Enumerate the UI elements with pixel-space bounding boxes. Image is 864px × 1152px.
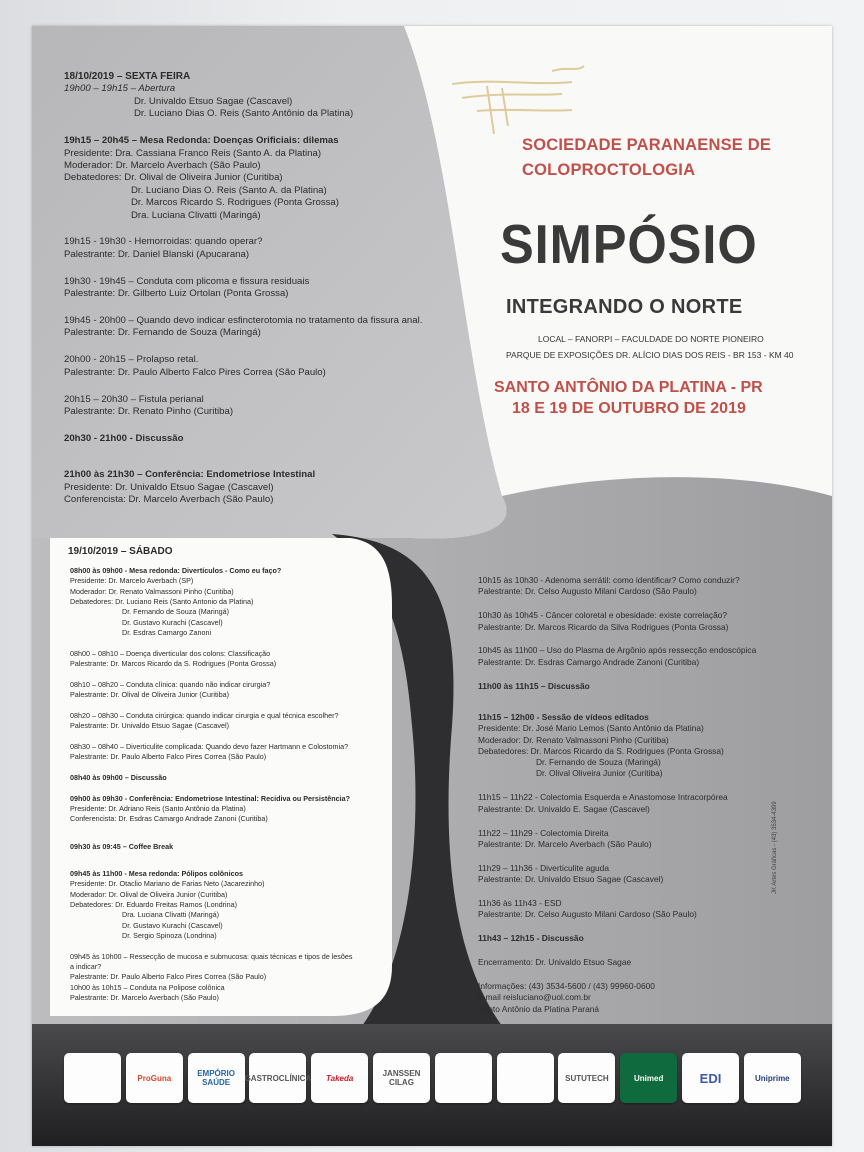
saturday-line: Dr. Sergio Spinoza (Londrina) <box>122 930 217 940</box>
friday-line: Debatedores: Dr. Olival de Oliveira Junior (Curitiba) <box>64 172 283 184</box>
saturday-line: Palestrante: Dr. Marcos Ricardo da S. Rodrigues (Ponta Grossa) <box>70 658 277 668</box>
event-place: SANTO ANTÔNIO DA PLATINA - PR <box>494 379 763 396</box>
right-column-line: 10h15 às 10h30 - Adenoma serrátil: como identificar? Como conduzir? <box>478 575 740 585</box>
venue-line-1: LOCAL – FANORPI – FACULDADE DO NORTE PIONEIRO <box>538 334 764 344</box>
saturday-line: 08h00 – 08h10 – Doença diverticular dos colons: Classificação <box>70 648 271 658</box>
sponsor-logos <box>64 1050 824 1118</box>
friday-line: Presidente: Dra. Cassiana Franco Reis (Santo A. da Platina) <box>64 147 322 159</box>
saturday-line: Dr. Gustavo Kurachi (Cascavel) <box>122 920 223 930</box>
sponsor-logo <box>64 1053 121 1103</box>
saturday-line: Presidente: Dr. Otaclio Mariano de Farias Neto (Jacarezinho) <box>70 879 265 889</box>
friday-line: Palestrante: Dr. Daniel Blanski (Apucarana) <box>64 248 250 260</box>
sponsor-logo <box>497 1053 554 1103</box>
saturday-line: Palestrante: Dr. Paulo Alberto Falco Pires Correa (São Paulo) <box>70 972 267 982</box>
venue-line-2: PARQUE DE EXPOSIÇÕES DR. ALÍCIO DIAS DOS REIS - BR 153 - KM 40 <box>506 350 794 360</box>
right-column-line: e-mail reisluciano@uol.com.br <box>478 992 591 1003</box>
friday-line: Dr. Univaldo Etsuo Sagae (Cascavel) <box>134 95 293 107</box>
saturday-line: Debatedores: Dr. Luciano Reis (Santo Antonio da Platina) <box>70 596 254 606</box>
saturday-line: 08h40 às 09h00 – Discussão <box>70 773 167 782</box>
right-column-line: 11h43 – 12h15 - Discussão <box>478 933 584 944</box>
saturday-line: Palestrante: Dr. Univaldo Etsuo Sagae (Cascavel) <box>70 721 230 731</box>
friday-line: Palestrante: Dr. Paulo Alberto Falco Pires Correa (São Paulo) <box>64 366 326 378</box>
sponsor-logo: SUTUTECH <box>558 1053 615 1103</box>
friday-line: Presidente: Dr. Univaldo Etsuo Sagae (Cascavel) <box>64 481 274 493</box>
friday-line: Conferencista: Dr. Marcelo Averbach (São Paulo) <box>64 494 274 506</box>
saturday-line: Dr. Esdras Camargo Zanoni <box>122 627 212 637</box>
right-column-line: Encerramento: Dr. Univaldo Etsuo Sagae <box>478 957 632 967</box>
saturday-line: Conferencista: Dr. Esdras Camargo Andrade Zanoni (Curitiba) <box>70 814 268 824</box>
saturday-line: Dr. Fernando de Souza (Maringá) <box>122 607 230 617</box>
society-line-2: COLOPROCTOLOGIA <box>522 161 696 179</box>
friday-line: 18/10/2019 – SEXTA FEIRA <box>64 71 191 82</box>
right-column-line: 11h00 às 11h15 – Discussão <box>478 680 590 691</box>
right-column-line: 10h30 às 10h45 - Câncer coloretal e obesidade: existe correlação? <box>478 610 728 621</box>
poster <box>32 26 832 1146</box>
saturday-line: 09h45 às 10h00 – Ressecção de mucosa e submucosa: quais técnicas e tipos de lesões <box>70 951 353 961</box>
right-column-line: Informações: (43) 3534-5600 / (43) 99960-0600 <box>478 980 655 991</box>
friday-line: 21h00 às 21h30 – Conferência: Endometriose Intestinal <box>64 469 316 481</box>
friday-line: Palestrante: Dr. Renato Pinho (Curitiba) <box>64 406 234 417</box>
right-column-line: Palestrante: Dr. Univaldo Etsuo Sagae (Cascavel) <box>478 874 664 884</box>
friday-line: 19h45 - 20h00 – Quando devo indicar esfincterotomia no tratamento da fissura anal. <box>64 315 423 326</box>
friday-line: Palestrante: Dr. Fernando de Souza (Maringá) <box>64 327 261 339</box>
right-column-line: Santo Antônio da Platina Paraná <box>478 1003 600 1014</box>
right-column-line: Palestrante: Dr. Celso Augusto Milani Cardoso (São Paulo) <box>478 909 697 920</box>
event-subtitle: INTEGRANDO O NORTE <box>506 296 743 318</box>
right-column-line: Palestrante: Dr. Celso Augusto Milani Cardoso (São Paulo) <box>478 586 697 597</box>
society-name <box>522 133 771 183</box>
right-column-line: Palestrante: Dr. Univaldo E. Sagae (Cascavel) <box>478 803 650 814</box>
right-column-line: 11h15 – 11h22 - Colectomia Esquerda e Anastomose Intracorpórea <box>478 792 728 803</box>
sponsor-logo: Takeda <box>311 1053 368 1103</box>
friday-line: Palestrante: Dr. Gilberto Luiz Ortolan (Ponta Grossa) <box>64 288 289 300</box>
society-line-1: SOCIEDADE PARANAENSE DE <box>522 136 772 154</box>
right-column-line: Palestrante: Dr. Marcelo Averbach (São Paulo) <box>478 838 652 849</box>
right-column-line: Debatedores: Dr. Marcos Ricardo da S. Rodrigues (Ponta Grossa) <box>478 745 724 756</box>
right-column-line: Palestrante: Dr. Marcos Ricardo da Silva Rodrigues (Ponta Grossa) <box>478 621 729 632</box>
sponsor-logo: JANSSEN CILAG <box>373 1053 430 1103</box>
saturday-line: Palestrante: Dr. Olival de Oliveira Junior (Curitiba) <box>70 690 229 699</box>
sponsor-logo: GASTROCLÍNICA <box>249 1053 306 1103</box>
saturday-line: Presidente: Dr. Marcelo Averbach (SP) <box>70 576 194 586</box>
sponsor-logo: EMPÓRIO SAÚDE <box>188 1053 245 1103</box>
friday-line: Dr. Luciano Dias O. Reis (Santo Antônio da Platina) <box>134 108 354 120</box>
saturday-line: 09h45 às 11h00 - Mesa redonda: Pólipos colônicos <box>70 869 243 878</box>
friday-line: 19h15 – 20h45 – Mesa Redonda: Doenças Orificiais: dilemas <box>64 135 339 147</box>
right-column-line: Dr. Olival Oliveira Junior (Curitiba) <box>536 768 663 779</box>
friday-line: 20h15 – 20h30 – Fistula perianal <box>64 393 204 405</box>
saturday-line: 08h30 – 08h40 – Diverticulite complicada: Quando devo fazer Hartmann e Colostomia? <box>70 741 349 751</box>
right-column-line: 11h22 – 11h29 - Colectomia Direita <box>478 827 609 838</box>
saturday-line: Moderador: Dr. Renato Valmassoni Pinho (Curitiba) <box>70 586 234 596</box>
saturday-line: Dra. Luciana Clivatti (Maringá) <box>122 910 220 920</box>
right-column-line: 11h15 – 12h00 - Sessão de vídeos editados <box>478 711 649 722</box>
saturday-line: 09h00 às 09h30 - Conferência: Endometriose Intestinal: Recidiva ou Persistência? <box>70 793 351 803</box>
saturday-line: 09h30 às 09:45 – Coffee Break <box>70 841 174 851</box>
right-column-line: 10h45 às 11h00 – Uso do Plasma de Argônio após ressecção endoscópica <box>478 645 757 656</box>
sponsor-logo <box>435 1053 492 1103</box>
saturday-line: 10h00 às 10h15 – Conduta na Polipose colônica <box>70 982 225 992</box>
right-column-line: Moderador: Dr. Renato Valmassoni Pinho (Curitiba) <box>478 734 669 745</box>
sponsor-logo: ProGuna <box>126 1053 183 1103</box>
right-column-line: 11h36 às 11h43 - ESD <box>478 897 562 908</box>
saturday-line: 08h10 – 08h20 – Conduta clínica: quando não indicar cirurgia? <box>70 679 271 689</box>
friday-line: Dr. Marcos Ricardo S. Rodrigues (Ponta Grossa) <box>131 197 339 209</box>
friday-line: Dra. Luciana Clivatti (Maringá) <box>131 209 261 221</box>
saturday-line: Moderador: Dr. Olival de Oliveira Junior (Curitiba) <box>70 889 228 899</box>
saturday-line: Palestrante: Dr. Marcelo Averbach (São Paulo) <box>70 992 219 1002</box>
saturday-line: Dr. Gustavo Kurachi (Cascavel) <box>122 617 223 627</box>
friday-line: Moderador: Dr. Marcelo Averbach (São Paulo) <box>64 159 261 171</box>
event-title: SIMPÓSIO <box>500 213 758 275</box>
friday-line: 19h30 - 19h45 – Conduta com plicoma e fissura residuais <box>64 275 310 287</box>
sponsor-logo: EDI <box>682 1053 739 1103</box>
right-column-line: Presidente: Dr. José Mario Lemos (Santo Antônio da Platina) <box>478 723 704 734</box>
printer-credit: JK Artes Gráficas - (43) 3534-4399 <box>772 801 778 894</box>
right-column-line: Dr. Fernando de Souza (Maringá) <box>536 757 661 768</box>
sponsor-logo: Unimed <box>620 1053 677 1103</box>
saturday-line: Palestrante: Dr. Paulo Alberto Falco Pires Correa (São Paulo) <box>70 752 267 762</box>
friday-line: Dr. Luciano Dias O. Reis (Santo A. da Platina) <box>131 184 327 196</box>
right-column-line: Palestrante: Dr. Esdras Camargo Andrade Zanoni (Curitiba) <box>478 656 700 667</box>
saturday-line: 08h20 – 08h30 – Conduta cirúrgica: quando indicar cirurgia e qual técnica escolher? <box>70 710 339 720</box>
event-dates: 18 E 19 DE OUTUBRO DE 2019 <box>512 400 746 417</box>
right-column-line: 11h29 – 11h36 - Diverticulite aguda <box>478 862 609 873</box>
friday-line: 19h15 - 19h30 - Hemorroidas: quando operar? <box>64 236 263 248</box>
friday-line: 20h30 - 21h00 - Discussão <box>64 432 184 444</box>
friday-line: 20h00 - 20h15 – Prolapso retal. <box>64 354 199 366</box>
friday-line: 19h00 – 19h15 – Abertura <box>64 83 176 95</box>
saturday-line: Debatedores: Dr. Eduardo Freitas Ramos (Londrina) <box>70 899 237 909</box>
saturday-line: Presidente: Dr. Adriano Reis (Santo Antônio da Platina) <box>70 804 246 814</box>
saturday-line: 08h00 às 09h00 - Mesa redonda: Divertículos - Como eu faço? <box>70 566 282 575</box>
saturday-heading: 19/10/2019 – SÁBADO <box>68 546 173 557</box>
sponsor-logo: Uniprime <box>744 1053 801 1103</box>
saturday-line: a indicar? <box>70 961 102 971</box>
